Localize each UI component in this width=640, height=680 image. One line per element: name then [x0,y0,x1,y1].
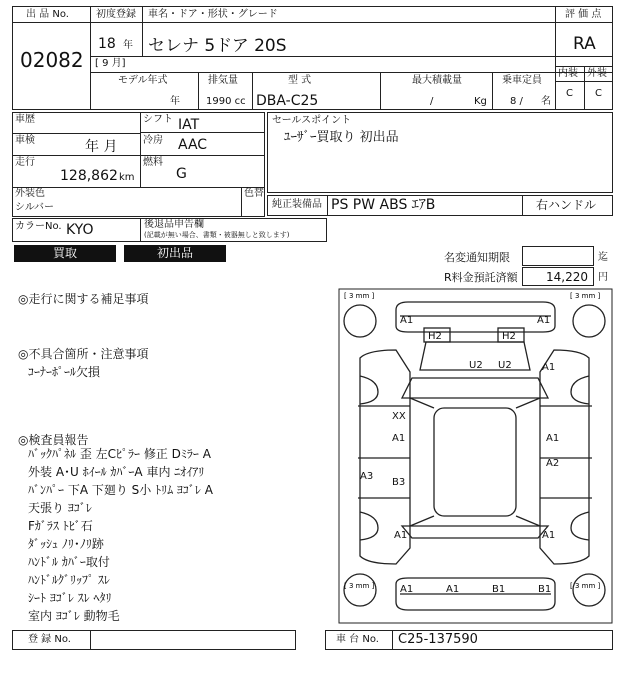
max-load: / [430,96,434,107]
wheel-fl-icon [344,305,376,337]
model: DBA-C25 [256,93,319,109]
mark-glass-1: U2 [469,360,483,371]
damage-diagram [338,288,613,624]
driving-notes-title: ◎走行に関する補足事項 [18,292,149,306]
displacement-label: 排気量 [208,75,238,86]
corner-label-bl: [ 3 mm ] [344,582,375,590]
lot-no: 02082 [20,48,84,72]
car-diagram-svg [338,288,613,624]
mark-headlight-right: H2 [502,331,516,342]
exterior-grade: C [595,88,602,99]
interior-grade: C [566,88,573,99]
inspector-item: ｼｰﾄ ﾖｺﾞﾚ ｽﾚ ﾍﾀﾘ [28,591,112,605]
max-load-label: 最大積載量 [412,75,462,86]
aftermarket-label: 後退品申告欄 [144,219,204,230]
corner-label-br: [ 3 mm ] [570,582,601,590]
corner-label-tl: [ 3 mm ] [344,292,375,300]
capacity-label: 乗車定員 [502,75,542,86]
mark-panel-xx: XX [392,411,406,422]
inspector-title: ◎検査員報告 [18,433,89,447]
mark-rear-left: A1 [394,530,408,541]
inspector-item: 天張り ﾖｺﾞﾚ [28,501,92,515]
first-listing-tag: 初出品 [124,245,226,262]
wheel-fr-icon [573,305,605,337]
name-change-unit: 迄 [598,252,608,263]
name-change-box [522,246,594,266]
handle: 右ハンドル [536,198,597,212]
inspector-item: ﾊﾞｯｸﾊﾟﾈﾙ 歪 左Cﾋﾟﾗｰ 修正 Dﾐﾗｰ A [28,447,211,461]
inspector-item: ﾊﾞﾝﾊﾟｰ 下A 下廻り S小 ﾄﾘﾑ ﾖｺﾞﾚ A [28,483,213,497]
color-label: 外装色 [15,188,45,199]
fuel: G [176,166,187,182]
roof-panel [434,408,516,516]
color-no-label: カラーNo. [15,221,62,232]
model-label: 型 式 [288,75,312,86]
carname-label: 車名・ドア・形状・グレード [148,9,278,20]
first-reg-month: [ 9 月] [95,58,126,69]
ac: AAC [178,137,208,153]
mark-side-b3: B3 [392,477,406,488]
inspector-item: Fｶﾞﾗｽ ﾄﾋﾞ石 [28,519,93,533]
mark-fender-front-right: A1 [542,362,556,373]
model-year-label: モデル年式 [118,75,168,86]
mark-side-a3: A3 [360,471,374,482]
first-reg-year-unit: 年 [123,40,133,51]
score-label: 評 価 点 [565,9,602,20]
mark-headlight-left: H2 [428,331,442,342]
inspection-value: 年 月 [85,139,118,155]
color: シルバー [15,202,55,213]
mark-glass-2: U2 [498,360,512,371]
inspector-item: ﾀﾞｯｼｭ ﾉﾘ･ﾉﾘ跡 [28,537,104,551]
mark-front-bumper-left: A1 [400,315,414,326]
aftermarket-note: (記載が無い場合、書類・被器無しと致します) [144,231,290,239]
name-change-label: 名変通知期限 [444,251,510,264]
mark-door-right-1: A1 [546,433,560,444]
inspector-item: ﾊﾝﾄﾞﾙｸﾞﾘｯﾌﾟ ｽﾚ [28,573,110,587]
carname: セレナ 5ドア 20S [148,36,287,56]
mileage: 128,862 [60,168,118,184]
inspection-label: 車検 [15,135,35,146]
color-no: KYO [66,222,94,238]
model-year-unit: 年 [170,96,180,107]
repaint-label: 色替 [244,188,264,199]
chassis-label: 車 台 No. [336,634,379,645]
mileage-label: 走行 [15,157,35,168]
recycle-unit: 円 [598,272,608,283]
mileage-unit: km [119,172,135,183]
first-reg-year: 18 [98,36,116,52]
wheel-rl-icon [344,574,376,606]
reg-no-label: 登 録 No. [28,634,71,645]
chassis-no: C25-137590 [398,632,478,647]
first-reg-label: 初度登録 [96,9,136,20]
shift-label: シフト [143,114,173,125]
mark-door-left: A1 [392,433,406,444]
shift: IAT [178,117,200,133]
inspector-item: 外装 A･U ﾎｲｰﾙ ｶﾊﾞｰA 車内 ﾆｵｲｱﾘ [28,465,205,479]
ac-label: 冷房 [143,135,163,146]
mark-door-right-2: A2 [546,458,560,469]
mark-rear-bumper-2: A1 [446,584,460,595]
max-load-unit: Kg [474,96,487,107]
buy-tag: 買取 [14,245,116,262]
exterior-label: 外装 [587,68,607,79]
mark-front-bumper-right: A1 [537,315,551,326]
mark-rear-bumper-1: A1 [400,584,414,595]
inspector-item: ﾊﾝﾄﾞﾙ ｶﾊﾞｰ取付 [28,555,110,569]
mark-rear-bumper-3: B1 [492,584,506,595]
score: RA [573,34,596,54]
wheel-rr-icon [573,574,605,606]
history-label: 車歴 [15,114,35,125]
mark-rear-right: A1 [542,530,556,541]
mark-rear-bumper-4: B1 [538,584,552,595]
recycle-value: 14,220 [546,270,588,284]
inspector-item: 室内 ﾖｺﾞﾚ 動物毛 [28,609,120,623]
recycle-label: R料金預託済額 [444,271,518,284]
sales-point: ﾕｰｻﾞｰ買取り 初出品 [284,130,399,145]
sales-point-label: セールスポイント [272,115,352,126]
equipment-label: 純正装備品 [272,199,322,210]
defects-title: ◎不具合箇所・注意事項 [18,347,149,361]
inspector-list [28,445,213,625]
front-bumper-outline [396,302,555,332]
equipment: PS PW ABS ｴｱB [331,197,436,213]
corner-label-tr: [ 3 mm ] [570,292,601,300]
capacity: 8 / [510,96,523,107]
capacity-unit: 名 [541,96,551,107]
lot-no-label: 出 品 No. [26,9,69,20]
displacement: 1990 cc [206,96,246,107]
defect-item: ｺｰﾅｰﾎﾟｰﾙ欠損 [28,365,101,379]
fuel-label: 燃料 [143,157,163,168]
interior-label: 内装 [558,68,578,79]
